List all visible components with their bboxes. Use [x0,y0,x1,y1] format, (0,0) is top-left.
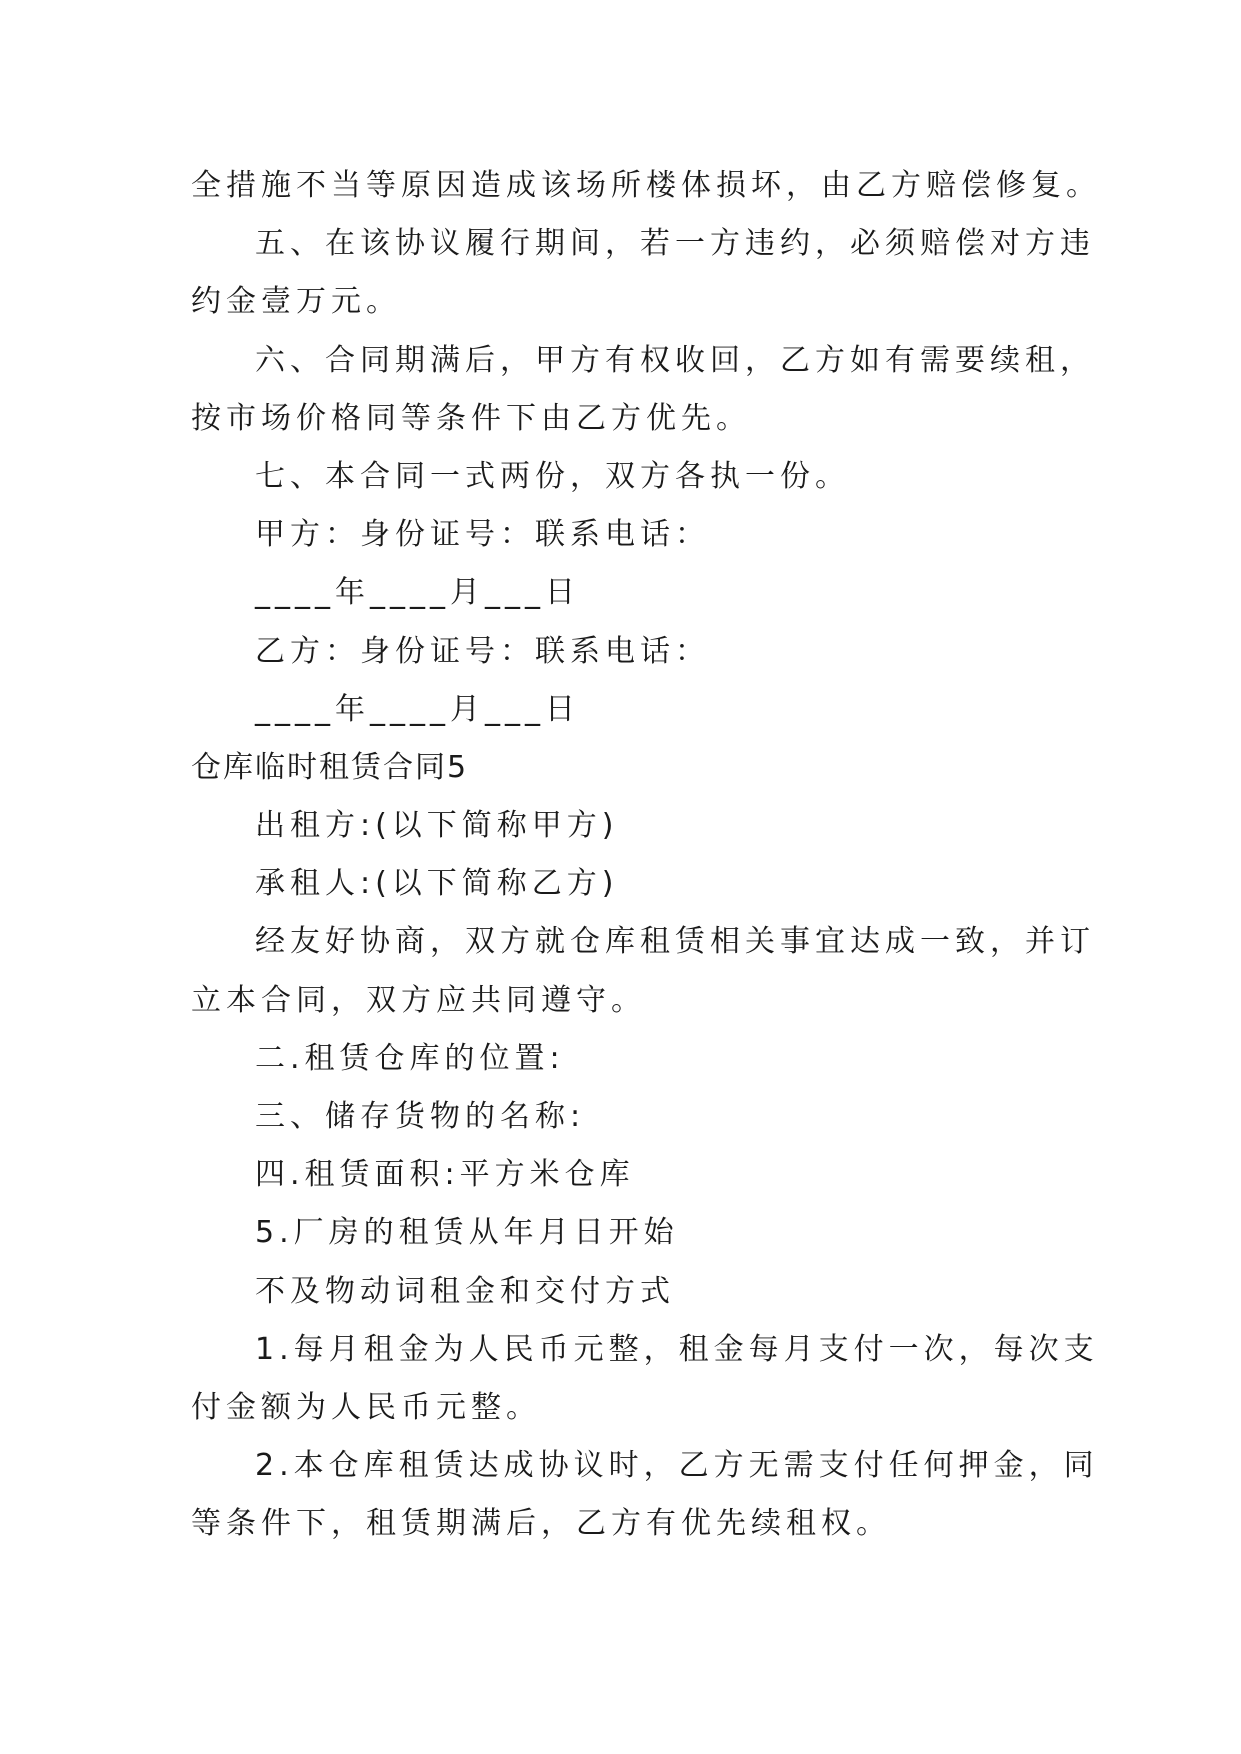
paragraph-line: 四.租赁面积:平方米仓库 [255,1157,635,1193]
date-line: ____年____月___日 [255,575,580,611]
date-line: ____年____月___日 [255,691,580,727]
paragraph-line: 约金壹万元。 [191,284,401,320]
paragraph-line: 按市场价格同等条件下由乙方优先。 [191,400,751,436]
party-a-signature-line: 甲方：身份证号：联系电话： [255,517,710,553]
paragraph-line: 出租方:(以下简称甲方) [255,808,619,844]
paragraph-line: 承租人:(以下简称乙方) [255,866,619,902]
document-body [191,157,1101,1554]
paragraph-line: 5.厂房的租赁从年月日开始 [255,1215,679,1251]
party-b-signature-line: 乙方：身份证号：联系电话： [255,633,710,669]
paragraph-line: 付金额为人民币元整。 [191,1389,541,1425]
paragraph-line: 经友好协商，双方就仓库租赁相关事宜达成一致，并订 [255,924,1095,960]
paragraph-line: 二.租赁仓库的位置: [255,1040,565,1076]
paragraph-line: 不及物动词租金和交付方式 [255,1273,675,1309]
contract-title: 仓库临时租赁合同5 [191,749,469,785]
paragraph-line: 五、在该协议履行期间，若一方违约，必须赔偿对方违 [255,226,1095,262]
paragraph-line: 2.本仓库租赁达成协议时，乙方无需支付任何押金，同 [255,1448,1099,1484]
paragraph-line: 七、本合同一式两份，双方各执一份。 [255,458,850,494]
paragraph-line: 全措施不当等原因造成该场所楼体损坏，由乙方赔偿修复。 [191,168,1101,203]
paragraph-line: 等条件下，租赁期满后，乙方有优先续租权。 [191,1506,891,1542]
paragraph-line: 三、储存货物的名称: [255,1099,586,1134]
paragraph-line: 1.每月租金为人民币元整，租金每月支付一次，每次支 [255,1331,1099,1367]
paragraph-line: 六、合同期满后，甲方有权收回，乙方如有需要续租， [255,342,1095,378]
paragraph-line: 立本合同，双方应共同遵守。 [191,982,646,1018]
